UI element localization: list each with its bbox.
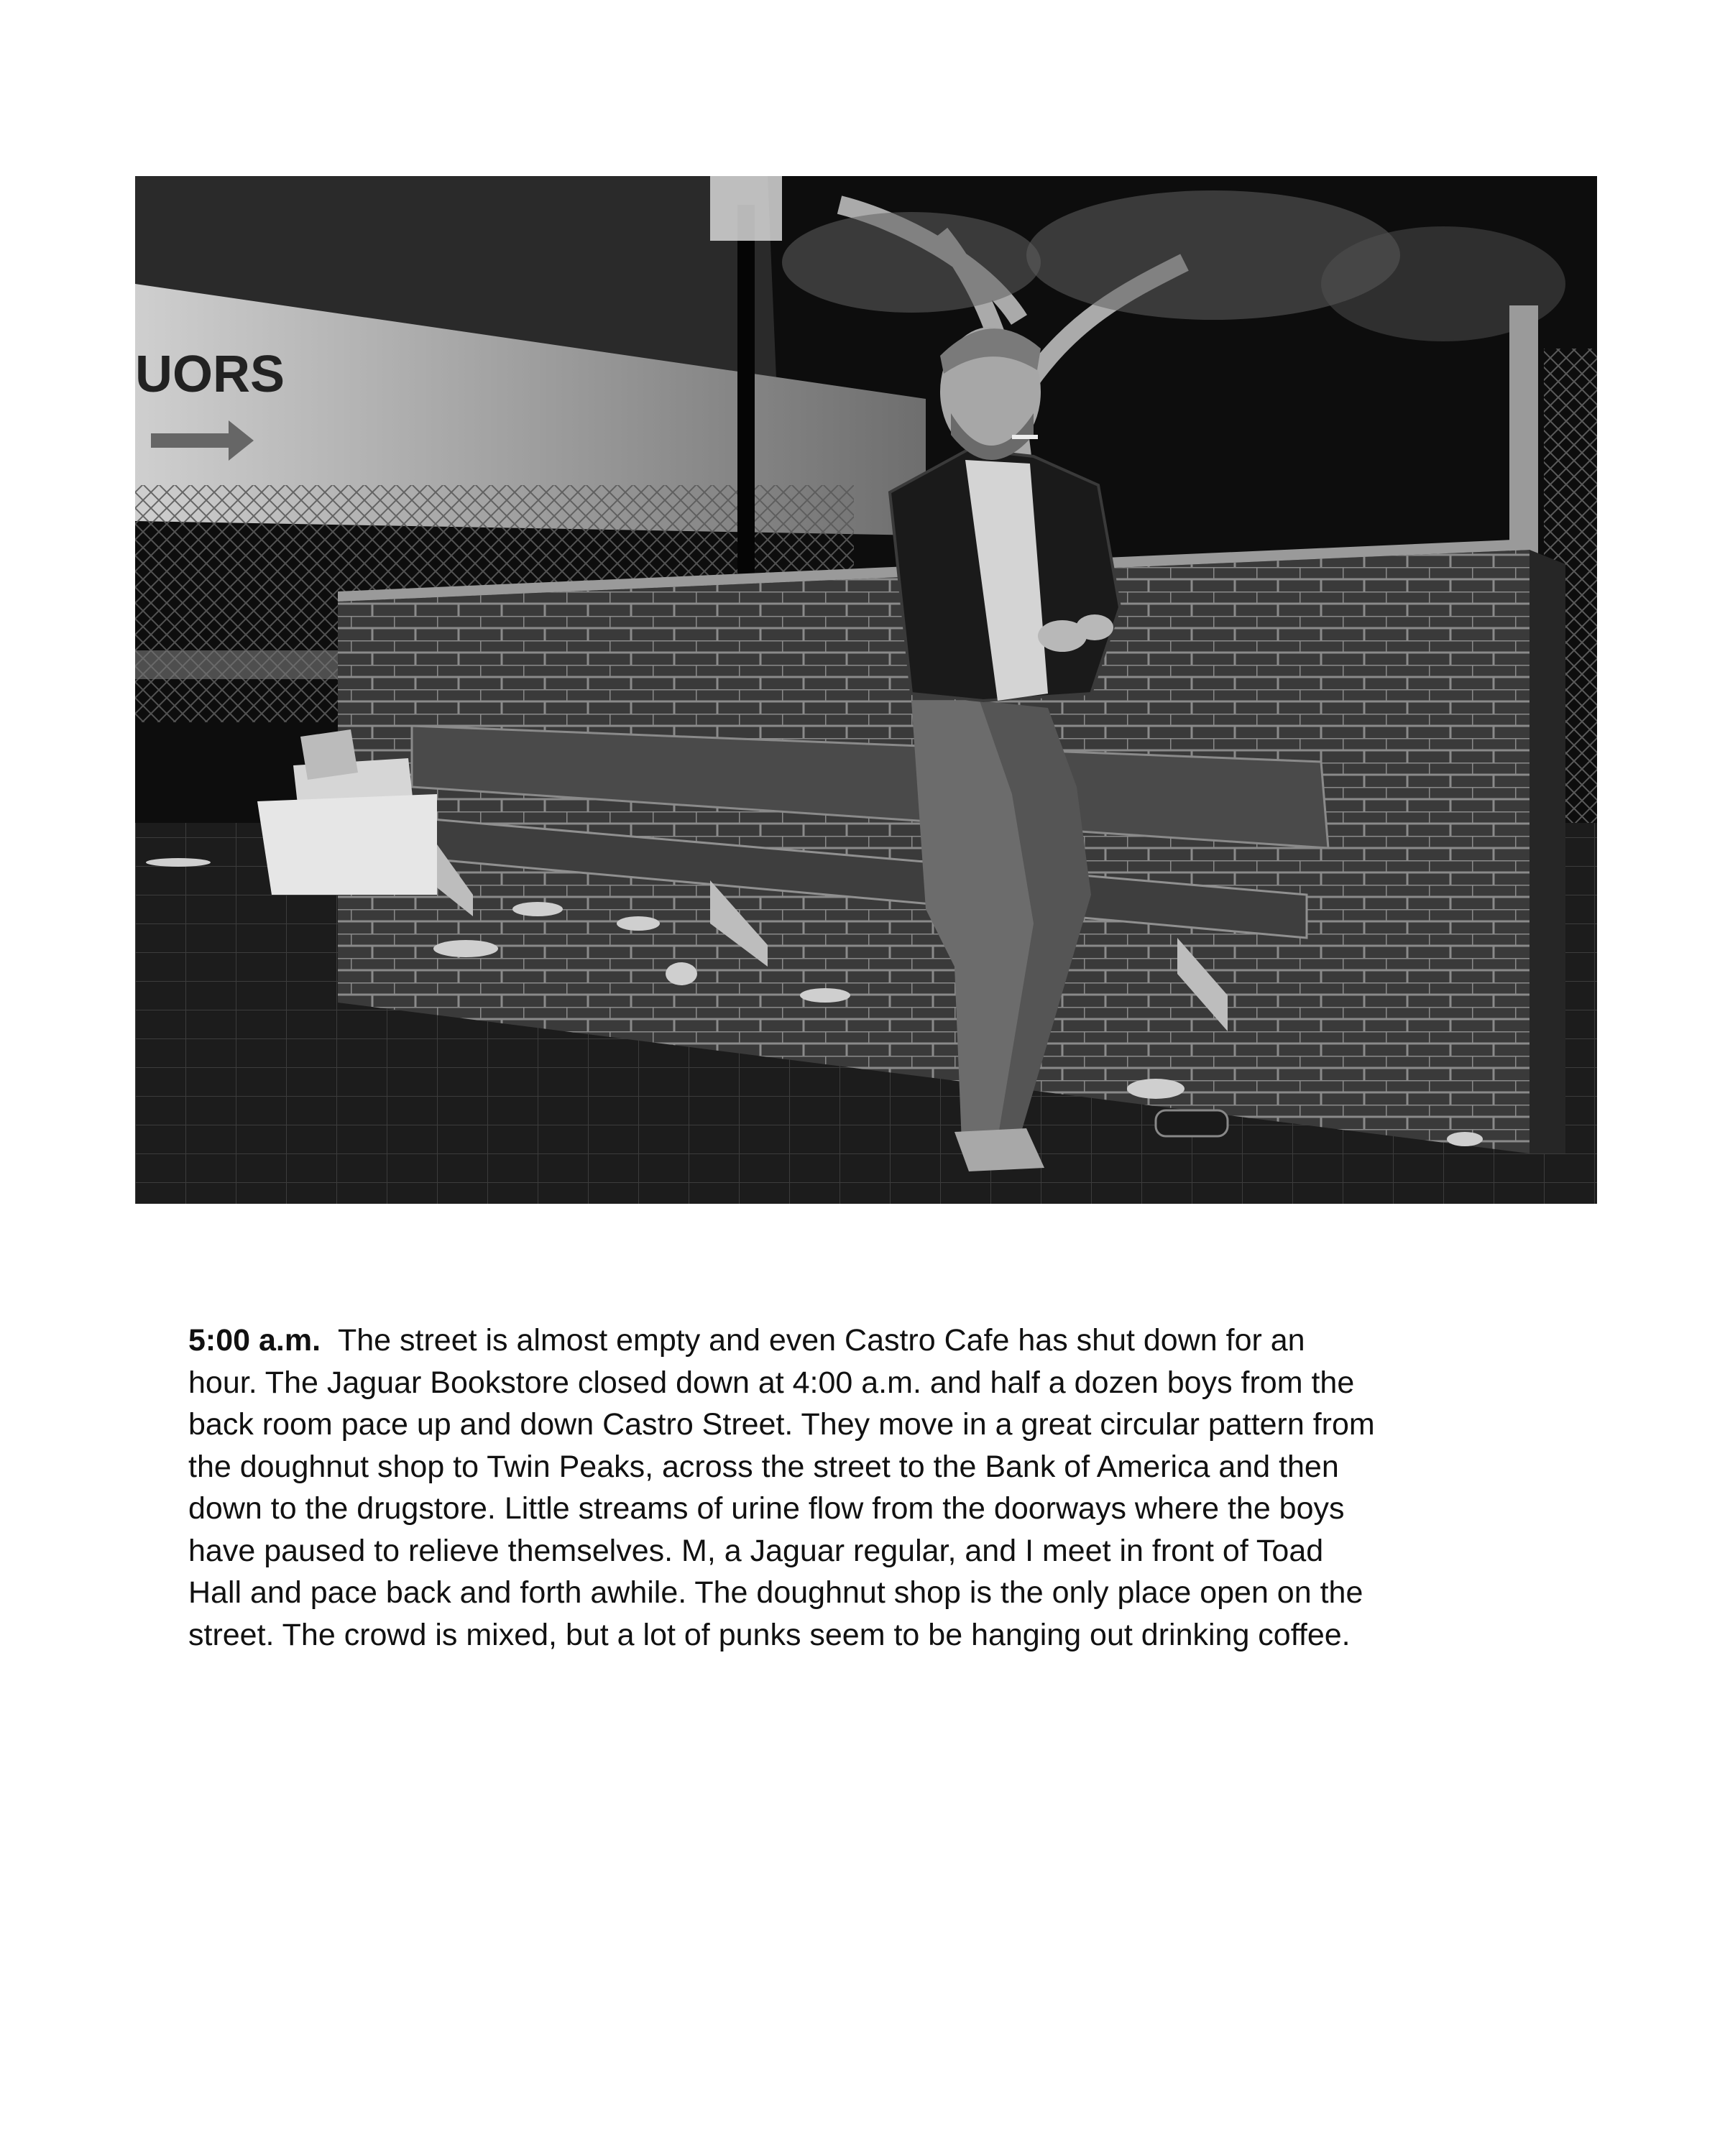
caption-line-8: street. The crowd is mixed, but a lot of punks seem to be hanging out drinking coffee.: [188, 1617, 1351, 1652]
caption-line-5: down to the drugstore. Little streams of urine flow from the doorways where the boys: [188, 1491, 1345, 1526]
caption-line-3: back room pace up and down Castro Street. They move in a great circular pattern from: [188, 1407, 1375, 1442]
bottle: [1156, 1110, 1228, 1136]
caption-line-6: have paused to relieve themselves. M, a Jaguar regular, and I meet in front of Toad: [188, 1533, 1324, 1568]
street-photograph: [135, 176, 1597, 1204]
caption-line-2: hour. The Jaguar Bookstore closed down at 4:00 a.m. and half a dozen boys from the: [188, 1365, 1355, 1400]
caption-line-1: [188, 1319, 1554, 1362]
photo-caption: [188, 1319, 1554, 1656]
caption-line-4: the doughnut shop to Twin Peaks, across the street to the Bank of America and then: [188, 1449, 1339, 1484]
caption-text: The street is almost empty and even Castro Cafe has shut down for an: [337, 1323, 1305, 1358]
sign-text: UORS: [135, 346, 285, 403]
street-lamp: [710, 176, 782, 241]
photo-scene: [135, 176, 1597, 1204]
caption-time: 5:00 a.m.: [188, 1323, 321, 1358]
caption-line-7: Hall and pace back and forth awhile. The doughnut shop is the only place open on the: [188, 1575, 1363, 1610]
cigarette: [1012, 435, 1038, 439]
